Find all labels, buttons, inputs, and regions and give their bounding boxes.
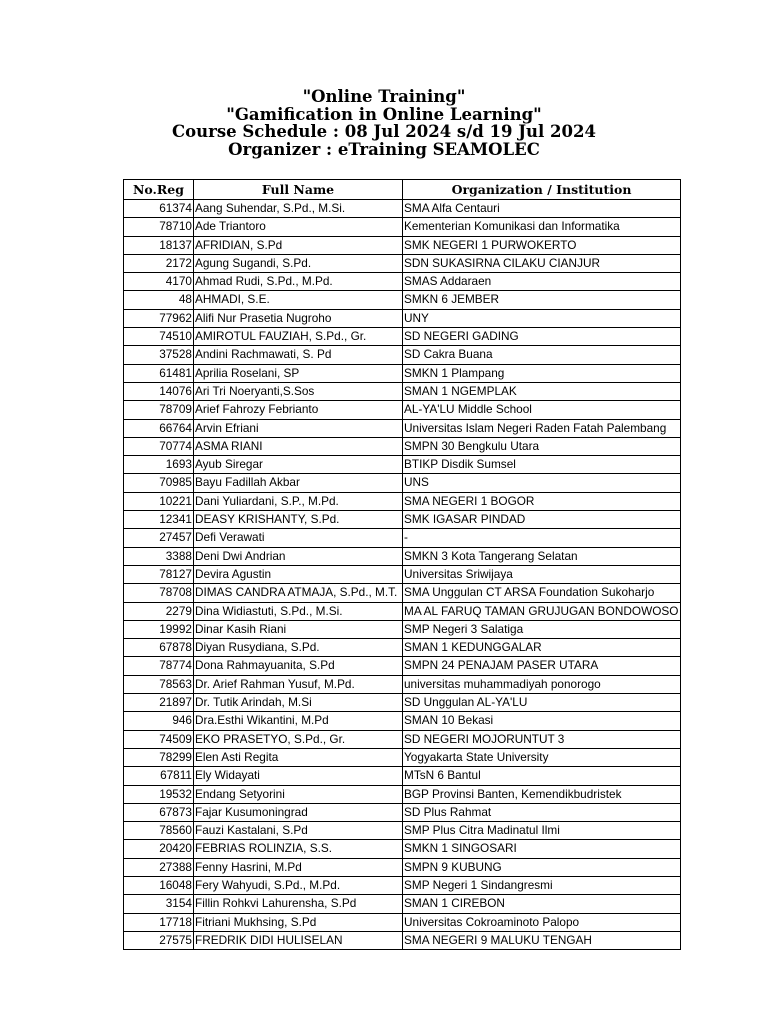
cell-full-name: Andini Rachmawati, S. Pd	[194, 346, 403, 364]
cell-noreg: 27457	[124, 529, 194, 547]
cell-full-name: Ahmad Rudi, S.Pd., M.Pd.	[194, 273, 403, 291]
table-row	[124, 620, 681, 638]
cell-organization: SD Unggulan AL-YA'LU	[403, 694, 681, 712]
cell-full-name: Arvin Efriani	[194, 419, 403, 437]
cell-full-name: Endang Setyorini	[194, 785, 403, 803]
cell-full-name: AFRIDIAN, S.Pd	[194, 236, 403, 254]
cell-organization: universitas muhammadiyah ponorogo	[403, 675, 681, 693]
column-header-full-name: Full Name	[194, 180, 403, 200]
table-row	[124, 474, 681, 492]
table-row	[124, 858, 681, 876]
table-row	[124, 657, 681, 675]
cell-organization: SMKN 6 JEMBER	[403, 291, 681, 309]
cell-organization: SD Cakra Buana	[403, 346, 681, 364]
cell-organization: SMP Negeri 3 Salatiga	[403, 620, 681, 638]
cell-full-name: Deni Dwi Andrian	[194, 547, 403, 565]
table-row	[124, 694, 681, 712]
cell-full-name: Dani Yuliardani, S.P., M.Pd.	[194, 492, 403, 510]
cell-organization: -	[403, 529, 681, 547]
cell-noreg: 27575	[124, 931, 194, 949]
table-row	[124, 822, 681, 840]
cell-noreg: 74510	[124, 328, 194, 346]
cell-noreg: 27388	[124, 858, 194, 876]
cell-organization: MA AL FARUQ TAMAN GRUJUGAN BONDOWOSO	[403, 602, 681, 620]
table-header-row	[124, 180, 681, 200]
cell-noreg: 67878	[124, 639, 194, 657]
cell-organization: SMKN 1 Plampang	[403, 364, 681, 382]
cell-organization: SD Plus Rahmat	[403, 803, 681, 821]
cell-full-name: Fauzi Kastalani, S.Pd	[194, 822, 403, 840]
table-row	[124, 437, 681, 455]
participant-table	[123, 179, 681, 950]
cell-full-name: Arief Fahrozy Febrianto	[194, 401, 403, 419]
cell-organization: UNS	[403, 474, 681, 492]
cell-noreg: 2279	[124, 602, 194, 620]
cell-full-name: Dinar Kasih Riani	[194, 620, 403, 638]
cell-organization: SMA Alfa Centauri	[403, 200, 681, 218]
cell-organization: SD NEGERI GADING	[403, 328, 681, 346]
cell-organization: SMA NEGERI 1 BOGOR	[403, 492, 681, 510]
header-organizer: Organizer : eTraining SEAMOLEC	[228, 139, 540, 159]
cell-noreg: 3154	[124, 895, 194, 913]
table-row	[124, 456, 681, 474]
table-row	[124, 547, 681, 565]
cell-full-name: Dr. Arief Rahman Yusuf, M.Pd.	[194, 675, 403, 693]
cell-full-name: Devira Agustin	[194, 565, 403, 583]
table-row	[124, 767, 681, 785]
table-row	[124, 730, 681, 748]
cell-organization: SMKN 1 SINGOSARI	[403, 840, 681, 858]
cell-full-name: Agung Sugandi, S.Pd.	[194, 254, 403, 272]
cell-organization: SMAS Addaraen	[403, 273, 681, 291]
table-body	[124, 200, 681, 950]
cell-full-name: AMIROTUL FAUZIAH, S.Pd., Gr.	[194, 328, 403, 346]
cell-noreg: 78774	[124, 657, 194, 675]
cell-noreg: 67873	[124, 803, 194, 821]
cell-noreg: 70774	[124, 437, 194, 455]
header-course-name: "Gamification in Online Learning"	[226, 104, 542, 124]
cell-organization: SMAN 1 NGEMPLAK	[403, 382, 681, 400]
cell-organization: Universitas Sriwijaya	[403, 565, 681, 583]
cell-noreg: 4170	[124, 273, 194, 291]
cell-full-name: Dra.Esthi Wikantini, M.Pd	[194, 712, 403, 730]
cell-noreg: 67811	[124, 767, 194, 785]
table-row	[124, 419, 681, 437]
cell-full-name: Aang Suhendar, S.Pd., M.Si.	[194, 200, 403, 218]
cell-organization: UNY	[403, 309, 681, 327]
cell-full-name: Dona Rahmayuanita, S.Pd	[194, 657, 403, 675]
table-row	[124, 254, 681, 272]
cell-noreg: 21897	[124, 694, 194, 712]
column-header-noreg: No.Reg	[124, 180, 194, 200]
table-row	[124, 364, 681, 382]
cell-organization: SMK NEGERI 1 PURWOKERTO	[403, 236, 681, 254]
cell-full-name: Dina Widiastuti, S.Pd., M.Si.	[194, 602, 403, 620]
table-row	[124, 785, 681, 803]
cell-noreg: 19992	[124, 620, 194, 638]
cell-organization: Kementerian Komunikasi dan Informatika	[403, 218, 681, 236]
cell-noreg: 78560	[124, 822, 194, 840]
table-row	[124, 876, 681, 894]
cell-noreg: 61481	[124, 364, 194, 382]
cell-noreg: 48	[124, 291, 194, 309]
cell-noreg: 78127	[124, 565, 194, 583]
table-row	[124, 840, 681, 858]
table-row	[124, 895, 681, 913]
table-row	[124, 931, 681, 949]
cell-organization: SMPN 24 PENAJAM PASER UTARA	[403, 657, 681, 675]
table-row	[124, 584, 681, 602]
cell-noreg: 78563	[124, 675, 194, 693]
table-row	[124, 492, 681, 510]
cell-noreg: 10221	[124, 492, 194, 510]
cell-full-name: EKO PRASETYO, S.Pd., Gr.	[194, 730, 403, 748]
cell-noreg: 70985	[124, 474, 194, 492]
column-header-organization: Organization / Institution	[403, 180, 681, 200]
cell-organization: SD NEGERI MOJORUNTUT 3	[403, 730, 681, 748]
table-row	[124, 200, 681, 218]
cell-noreg: 74509	[124, 730, 194, 748]
cell-full-name: Ade Triantoro	[194, 218, 403, 236]
cell-full-name: Fillin Rohkvi Lahurensha, S.Pd	[194, 895, 403, 913]
cell-full-name: FREDRIK DIDI HULISELAN	[194, 931, 403, 949]
cell-full-name: Fitriani Mukhsing, S.Pd	[194, 913, 403, 931]
cell-organization: Universitas Islam Negeri Raden Fatah Palembang	[403, 419, 681, 437]
table-row	[124, 803, 681, 821]
table-row	[124, 529, 681, 547]
table-row	[124, 309, 681, 327]
cell-organization: Yogyakarta State University	[403, 748, 681, 766]
cell-organization: SMAN 1 CIREBON	[403, 895, 681, 913]
cell-noreg: 37528	[124, 346, 194, 364]
cell-organization: SMKN 3 Kota Tangerang Selatan	[403, 547, 681, 565]
cell-organization: SMPN 9 KUBUNG	[403, 858, 681, 876]
cell-organization: Universitas Cokroaminoto Palopo	[403, 913, 681, 931]
cell-full-name: Elen Asti Regita	[194, 748, 403, 766]
table-row	[124, 273, 681, 291]
cell-full-name: Aprilia Roselani, SP	[194, 364, 403, 382]
cell-organization: SDN SUKASIRNA CILAKU CIANJUR	[403, 254, 681, 272]
cell-organization: SMA Unggulan CT ARSA Foundation Sukoharjo	[403, 584, 681, 602]
cell-full-name: Ayub Siregar	[194, 456, 403, 474]
cell-full-name: Diyan Rusydiana, S.Pd.	[194, 639, 403, 657]
header-schedule: Course Schedule : 08 Jul 2024 s/d 19 Jul 2024	[172, 122, 596, 141]
cell-full-name: Dr. Tutik Arindah, M.Si	[194, 694, 403, 712]
table-row	[124, 602, 681, 620]
cell-noreg: 946	[124, 712, 194, 730]
cell-full-name: DEASY KRISHANTY, S.Pd.	[194, 511, 403, 529]
cell-full-name: Defi Verawati	[194, 529, 403, 547]
cell-full-name: AHMADI, S.E.	[194, 291, 403, 309]
document-header	[0, 88, 768, 158]
cell-noreg: 20420	[124, 840, 194, 858]
cell-organization: BGP Provinsi Banten, Kemendikbudristek	[403, 785, 681, 803]
table-row	[124, 748, 681, 766]
cell-noreg: 78299	[124, 748, 194, 766]
table-row	[124, 401, 681, 419]
table-row	[124, 218, 681, 236]
cell-full-name: ASMA RIANI	[194, 437, 403, 455]
cell-noreg: 78708	[124, 584, 194, 602]
cell-noreg: 2172	[124, 254, 194, 272]
table-row	[124, 346, 681, 364]
header-title: "Online Training"	[302, 87, 466, 106]
cell-organization: BTIKP Disdik Sumsel	[403, 456, 681, 474]
cell-organization: SMAN 10 Bekasi	[403, 712, 681, 730]
cell-full-name: Fery Wahyudi, S.Pd., M.Pd.	[194, 876, 403, 894]
table-row	[124, 328, 681, 346]
cell-full-name: FEBRIAS ROLINZIA, S.S.	[194, 840, 403, 858]
cell-noreg: 61374	[124, 200, 194, 218]
cell-noreg: 12341	[124, 511, 194, 529]
cell-organization: SMP Negeri 1 Sindangresmi	[403, 876, 681, 894]
cell-noreg: 17718	[124, 913, 194, 931]
cell-full-name: Fenny Hasrini, M.Pd	[194, 858, 403, 876]
table-row	[124, 382, 681, 400]
cell-organization: SMAN 1 KEDUNGGALAR	[403, 639, 681, 657]
table-row	[124, 712, 681, 730]
cell-noreg: 16048	[124, 876, 194, 894]
cell-noreg: 66764	[124, 419, 194, 437]
cell-organization: MTsN 6 Bantul	[403, 767, 681, 785]
cell-full-name: Fajar Kusumoningrad	[194, 803, 403, 821]
table-row	[124, 639, 681, 657]
cell-organization: SMPN 30 Bengkulu Utara	[403, 437, 681, 455]
cell-full-name: Alifi Nur Prasetia Nugroho	[194, 309, 403, 327]
cell-full-name: DIMAS CANDRA ATMAJA, S.Pd., M.T.	[194, 584, 403, 602]
cell-organization: SMP Plus Citra Madinatul Ilmi	[403, 822, 681, 840]
cell-noreg: 78710	[124, 218, 194, 236]
table-row	[124, 913, 681, 931]
cell-noreg: 18137	[124, 236, 194, 254]
cell-full-name: Ari Tri Noeryanti,S.Sos	[194, 382, 403, 400]
cell-noreg: 77962	[124, 309, 194, 327]
cell-full-name: Bayu Fadillah Akbar	[194, 474, 403, 492]
table-row	[124, 236, 681, 254]
cell-organization: AL-YA'LU Middle School	[403, 401, 681, 419]
cell-full-name: Ely Widayati	[194, 767, 403, 785]
cell-noreg: 19532	[124, 785, 194, 803]
table-row	[124, 565, 681, 583]
cell-noreg: 14076	[124, 382, 194, 400]
cell-noreg: 3388	[124, 547, 194, 565]
cell-noreg: 1693	[124, 456, 194, 474]
table-row	[124, 511, 681, 529]
table-row	[124, 291, 681, 309]
cell-noreg: 78709	[124, 401, 194, 419]
cell-organization: SMA NEGERI 9 MALUKU TENGAH	[403, 931, 681, 949]
table-row	[124, 675, 681, 693]
cell-organization: SMK IGASAR PINDAD	[403, 511, 681, 529]
